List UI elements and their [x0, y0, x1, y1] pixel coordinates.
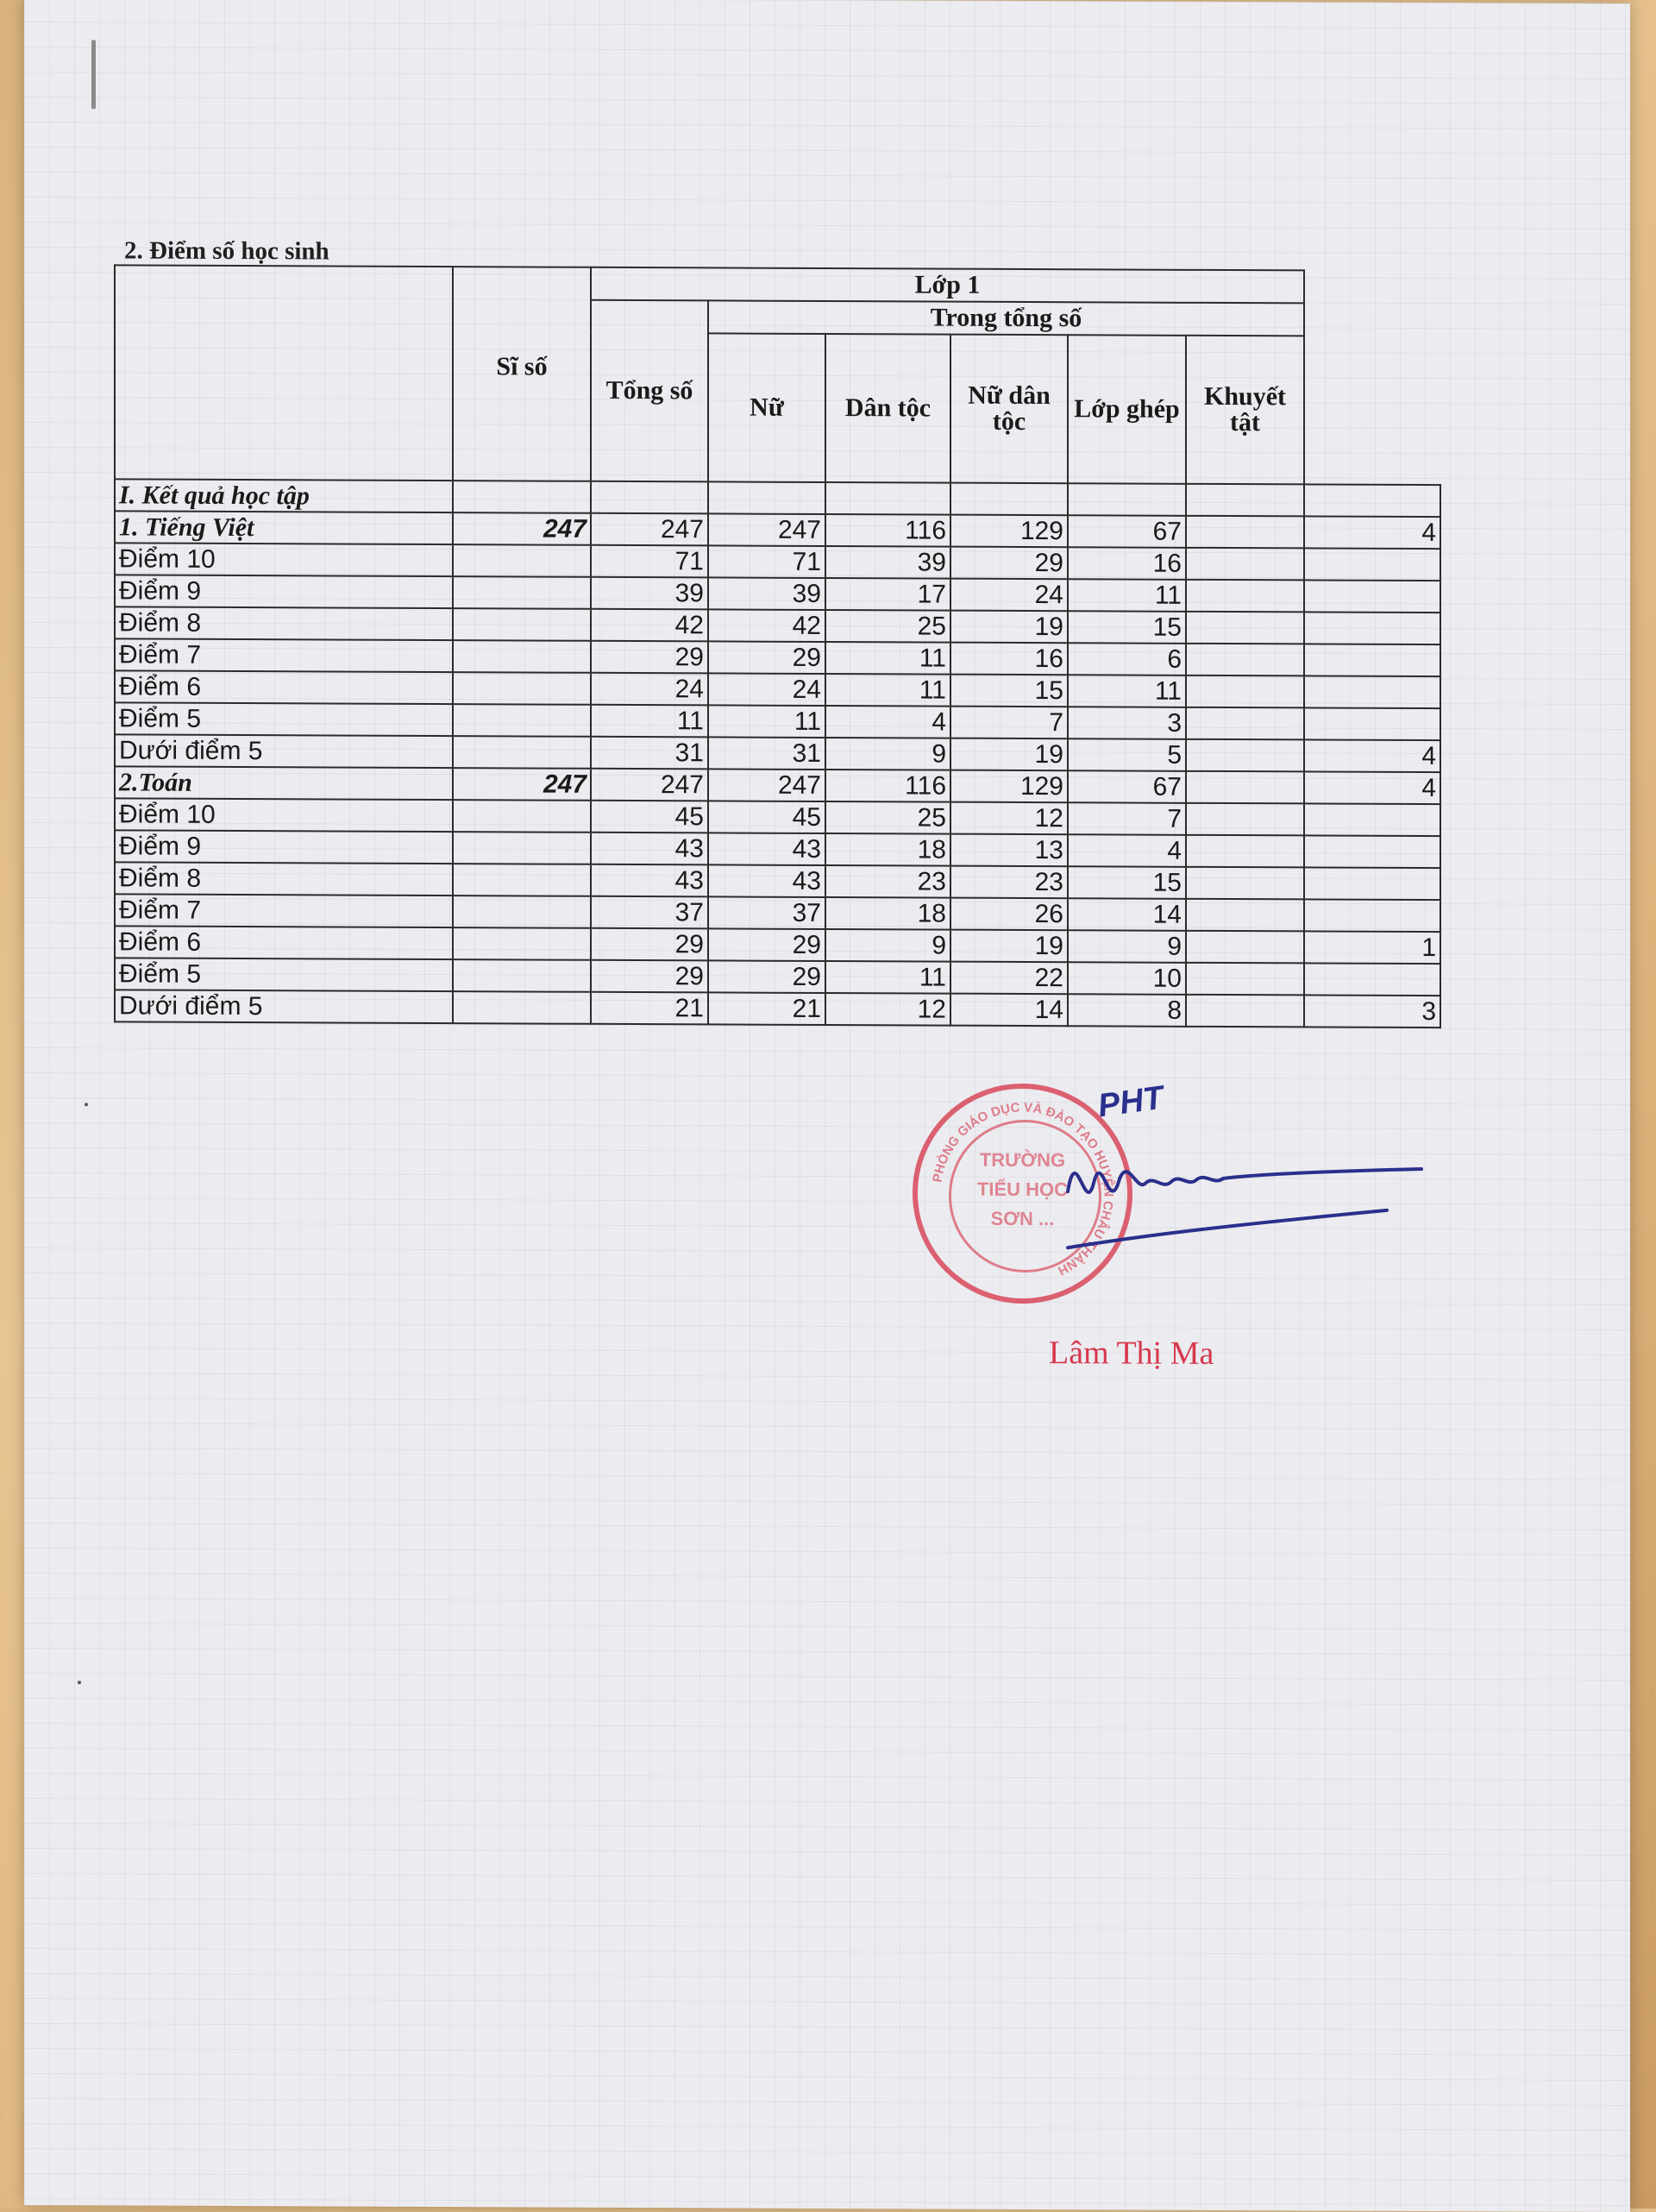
cell-tong-so: 71: [591, 545, 708, 578]
cell-nu-dan-toc: 19: [950, 930, 1068, 963]
cell-nu: 45: [708, 801, 825, 833]
cell-nu-dan-toc: 29: [950, 547, 1068, 580]
cell-extra: [1304, 580, 1440, 613]
cell-dan-toc: 116: [825, 514, 950, 547]
cell-si-so: [453, 927, 591, 960]
row-label: Điểm 7: [115, 638, 453, 672]
cell-lop-ghep: 11: [1068, 579, 1186, 612]
cell-tong-so: 37: [591, 896, 708, 929]
stamp-line-1: TRƯỜNG: [979, 1148, 1066, 1172]
cell-extra: 4: [1304, 739, 1440, 772]
cell-nu: 43: [708, 864, 825, 897]
cell-tong-so: 247: [591, 513, 708, 546]
header-dan-toc: Dân tộc: [825, 334, 950, 483]
cell-dan-toc: 12: [825, 993, 950, 1026]
row-label: Dưới điểm 5: [115, 734, 453, 768]
cell-nu-dan-toc: 24: [950, 579, 1068, 612]
cell-dan-toc: 9: [825, 929, 950, 962]
cell-extra: [1304, 963, 1440, 996]
cell-tong-so: 21: [591, 992, 708, 1025]
cell-dan-toc: 25: [825, 610, 950, 643]
cell-dan-toc: 17: [825, 578, 950, 611]
row-label: Điểm 6: [115, 926, 453, 959]
header-row-1: [115, 265, 1440, 304]
cell-extra: [1304, 548, 1440, 581]
cell-si-so: [453, 800, 591, 833]
cell-khuyet-tat: [1186, 771, 1304, 804]
cell-nu: 247: [708, 513, 825, 546]
cell-dan-toc: 18: [825, 897, 950, 930]
empty-cell: [950, 483, 1068, 516]
cell-tong-so: 42: [591, 609, 708, 642]
cell-dan-toc: 18: [825, 833, 950, 866]
cell-si-so: 247: [453, 768, 591, 801]
cell-khuyet-tat: [1186, 931, 1304, 964]
binder-mark: [91, 40, 96, 109]
cell-lop-ghep: 10: [1068, 962, 1186, 995]
cell-dan-toc: 39: [825, 546, 950, 579]
cell-extra: 3: [1304, 995, 1440, 1027]
row-label: Điểm 9: [115, 830, 453, 864]
cell-nu: 247: [708, 769, 825, 801]
cell-extra: 4: [1304, 516, 1440, 549]
cell-si-so: 247: [453, 512, 591, 545]
cell-tong-so: 43: [591, 864, 708, 897]
header-khuyet-tat: Khuyết tật: [1186, 336, 1304, 485]
cell-si-so: [453, 832, 591, 864]
cell-nu-dan-toc: 16: [950, 643, 1068, 676]
cell-nu-dan-toc: 12: [950, 802, 1068, 835]
row-label: Dưới điểm 5: [115, 990, 453, 1023]
cell-si-so: [453, 895, 591, 928]
cell-nu: 42: [708, 609, 825, 642]
stamp-line-2: TIỂU HỌC: [976, 1178, 1069, 1201]
cell-lop-ghep: 67: [1068, 770, 1186, 803]
cell-nu-dan-toc: 13: [950, 834, 1068, 867]
cell-extra: 1: [1304, 931, 1440, 964]
row-label: Điểm 8: [115, 606, 453, 640]
cell-extra: [1304, 899, 1440, 932]
cell-khuyet-tat: [1186, 644, 1304, 676]
cell-si-so: [453, 959, 591, 992]
cell-nu-dan-toc: 14: [950, 994, 1068, 1027]
signature-initials: PHT: [1095, 1079, 1166, 1125]
cell-nu: 71: [708, 545, 825, 578]
cell-si-so: [453, 544, 591, 577]
cell-tong-so: 24: [591, 673, 708, 706]
section-title: 2. Điểm số học sinh: [124, 236, 329, 266]
cell-tong-so: 29: [591, 928, 708, 961]
cell-dan-toc: 11: [825, 674, 950, 707]
header-tong-so: Tổng số: [591, 300, 708, 482]
empty-cell: [1186, 484, 1304, 517]
cell-nu-dan-toc: 23: [950, 866, 1068, 899]
stamp-line-3: SƠN ...: [990, 1207, 1055, 1230]
paper-dot: [85, 1103, 88, 1106]
cell-nu-dan-toc: 19: [950, 611, 1068, 644]
cell-lop-ghep: 4: [1068, 834, 1186, 867]
signer-name: Lâm Thị Ma: [1049, 1335, 1214, 1372]
cell-extra: 4: [1304, 771, 1440, 804]
cell-si-so: [453, 608, 591, 641]
cell-lop-ghep: 5: [1068, 738, 1186, 771]
cell-extra: [1304, 644, 1440, 676]
cell-khuyet-tat: [1186, 676, 1304, 708]
score-table: [114, 264, 1441, 1028]
header-nu-dan-toc: Nữ dân tộc: [950, 335, 1068, 484]
cell-lop-ghep: 11: [1068, 675, 1186, 707]
cell-lop-ghep: 16: [1068, 547, 1186, 580]
handwritten-signature: [1042, 1088, 1439, 1279]
header-subgroup: Trong tổng số: [708, 300, 1304, 336]
cell-tong-so: 39: [591, 577, 708, 610]
cell-khuyet-tat: [1186, 995, 1304, 1027]
cell-nu-dan-toc: 129: [950, 770, 1068, 803]
empty-cell: [708, 481, 825, 514]
cell-dan-toc: 23: [825, 865, 950, 898]
cell-lop-ghep: 8: [1068, 994, 1186, 1027]
empty-cell: [1304, 484, 1440, 517]
cell-tong-so: 43: [591, 833, 708, 865]
row-label: Điểm 5: [115, 958, 453, 991]
row-label: 1. Tiếng Việt: [115, 511, 453, 544]
cell-extra: [1304, 835, 1440, 868]
cell-dan-toc: 9: [825, 738, 950, 770]
cell-si-so: [453, 991, 591, 1024]
results-heading: I. Kết quả học tập: [115, 479, 453, 512]
cell-nu-dan-toc: 7: [950, 707, 1068, 739]
row-label: Điểm 10: [115, 798, 453, 832]
cell-nu-dan-toc: 22: [950, 962, 1068, 995]
cell-si-so: [453, 576, 591, 609]
cell-dan-toc: 11: [825, 961, 950, 994]
cell-khuyet-tat: [1186, 548, 1304, 581]
row-label: Điểm 8: [115, 862, 453, 895]
header-label-empty: [115, 265, 453, 481]
cell-si-so: [453, 672, 591, 705]
paper-dot: [78, 1681, 81, 1684]
cell-dan-toc: 116: [825, 770, 950, 802]
empty-cell: [591, 481, 708, 514]
row-label: 2.Toán: [115, 766, 453, 800]
header-nu: Nữ: [708, 333, 825, 482]
cell-nu: 11: [708, 705, 825, 738]
row-label: Điểm 6: [115, 670, 453, 704]
cell-lop-ghep: 67: [1068, 515, 1186, 548]
cell-extra: [1304, 867, 1440, 900]
cell-nu-dan-toc: 15: [950, 675, 1068, 707]
cell-lop-ghep: 9: [1068, 930, 1186, 963]
cell-extra: [1304, 612, 1440, 644]
cell-extra: [1304, 676, 1440, 708]
cell-dan-toc: 4: [825, 706, 950, 738]
cell-nu: 21: [708, 992, 825, 1025]
cell-nu: 39: [708, 577, 825, 610]
header-blank: [1304, 270, 1440, 485]
cell-khuyet-tat: [1186, 835, 1304, 868]
cell-tong-so: 29: [591, 641, 708, 674]
cell-nu: 37: [708, 896, 825, 929]
empty-cell: [453, 481, 591, 513]
header-group: Lớp 1: [591, 267, 1304, 304]
empty-cell: [825, 482, 950, 515]
cell-lop-ghep: 3: [1068, 707, 1186, 739]
cell-si-so: [453, 736, 591, 769]
cell-khuyet-tat: [1186, 516, 1304, 549]
cell-dan-toc: 11: [825, 642, 950, 675]
cell-nu: 43: [708, 833, 825, 865]
cell-nu: 29: [708, 960, 825, 993]
cell-tong-so: 31: [591, 737, 708, 770]
cell-nu: 29: [708, 928, 825, 961]
row-label: Điểm 5: [115, 702, 453, 736]
cell-nu: 24: [708, 673, 825, 706]
cell-lop-ghep: 14: [1068, 898, 1186, 931]
cell-si-so: [453, 864, 591, 896]
cell-khuyet-tat: [1186, 612, 1304, 644]
cell-nu-dan-toc: 26: [950, 898, 1068, 931]
cell-khuyet-tat: [1186, 803, 1304, 836]
table-row: [115, 990, 1440, 1027]
header-si-so: Sĩ số: [453, 267, 591, 481]
cell-khuyet-tat: [1186, 580, 1304, 613]
cell-nu: 31: [708, 737, 825, 770]
cell-extra: [1304, 803, 1440, 836]
empty-cell: [1068, 483, 1186, 516]
cell-lop-ghep: 6: [1068, 643, 1186, 676]
cell-khuyet-tat: [1186, 867, 1304, 900]
cell-nu: 29: [708, 641, 825, 674]
cell-si-so: [453, 704, 591, 737]
cell-tong-so: 11: [591, 705, 708, 738]
cell-tong-so: 45: [591, 801, 708, 833]
cell-dan-toc: 25: [825, 801, 950, 834]
cell-nu-dan-toc: 129: [950, 515, 1068, 548]
header-lop-ghep: Lớp ghép: [1068, 335, 1186, 484]
cell-khuyet-tat: [1186, 707, 1304, 740]
cell-extra: [1304, 707, 1440, 740]
cell-tong-so: 247: [591, 769, 708, 801]
row-label: Điểm 9: [115, 575, 453, 608]
cell-nu-dan-toc: 19: [950, 738, 1068, 771]
cell-lop-ghep: 15: [1068, 611, 1186, 644]
cell-khuyet-tat: [1186, 739, 1304, 772]
cell-tong-so: 29: [591, 960, 708, 993]
cell-si-so: [453, 640, 591, 673]
cell-khuyet-tat: [1186, 899, 1304, 932]
cell-lop-ghep: 7: [1068, 802, 1186, 835]
cell-lop-ghep: 15: [1068, 866, 1186, 899]
svg-text:PHÒNG GIÁO DỤC VÀ ĐÀO TẠO HUYỆ: PHÒNG GIÁO DỤC VÀ ĐÀO TẠO HUYỆN CHÂU THÀNH: [930, 1100, 1116, 1279]
row-label: Điểm 7: [115, 894, 453, 927]
row-label: Điểm 10: [115, 543, 453, 576]
paper-sheet: [24, 0, 1630, 2212]
cell-khuyet-tat: [1186, 963, 1304, 996]
